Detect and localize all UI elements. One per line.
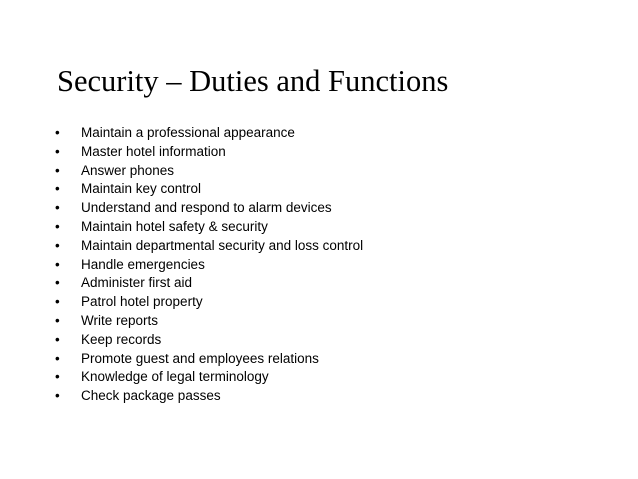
bullet-item [55, 387, 363, 406]
bullet-item [55, 256, 363, 275]
bullet-item [55, 368, 363, 387]
bullet-text: Write reports [81, 312, 159, 328]
bullet-point-icon: • [55, 350, 60, 366]
bullet-point-icon: • [55, 218, 60, 234]
bullet-text: Maintain a professional appearance [81, 125, 295, 140]
bullet-text: Maintain departmental security and loss control [81, 237, 364, 253]
bullet-item [55, 331, 363, 350]
bullet-text: Answer phones [81, 162, 175, 178]
bullet-item [55, 124, 363, 143]
bullet-item [55, 180, 363, 199]
bullet-text: Knowledge of legal terminology [81, 369, 269, 385]
bullet-point-icon: • [55, 369, 60, 385]
bullet-text: Promote guest and employees relations [81, 350, 319, 366]
bullet-point-icon: • [55, 181, 60, 197]
bullet-point-icon: • [55, 125, 60, 140]
bullet-item [55, 218, 363, 237]
bullet-text: Handle emergencies [81, 256, 205, 272]
bullet-text: Check package passes [81, 388, 221, 404]
bullet-point-icon: • [55, 388, 60, 404]
bullet-point-icon: • [55, 200, 60, 216]
bullet-point-icon: • [55, 312, 60, 328]
bullet-item [55, 274, 363, 293]
bullet-item [55, 312, 363, 331]
bullet-item [55, 162, 363, 181]
bullet-text: Understand and respond to alarm devices [81, 200, 332, 216]
bullet-point-icon: • [55, 162, 60, 178]
bullet-item [55, 143, 363, 162]
duties-bullet-list [55, 124, 363, 406]
bullet-point-icon: • [55, 256, 60, 272]
bullet-text: Administer first aid [81, 275, 193, 291]
bullet-text: Maintain hotel safety & security [81, 218, 268, 234]
bullet-point-icon: • [55, 143, 60, 159]
bullet-item [55, 199, 363, 218]
bullet-item [55, 237, 363, 256]
bullet-point-icon: • [55, 294, 60, 310]
bullet-point-icon: • [55, 275, 60, 291]
bullet-text: Master hotel information [81, 143, 226, 159]
bullet-point-icon: • [55, 237, 60, 253]
bullet-point-icon: • [55, 331, 60, 347]
bullet-item [55, 350, 363, 369]
bullet-text: Patrol hotel property [81, 294, 203, 310]
bullet-text: Maintain key control [81, 181, 202, 197]
slide-title: Security – Duties and Functions [57, 64, 449, 98]
bullet-text: Keep records [81, 331, 162, 347]
bullet-item [55, 293, 363, 312]
